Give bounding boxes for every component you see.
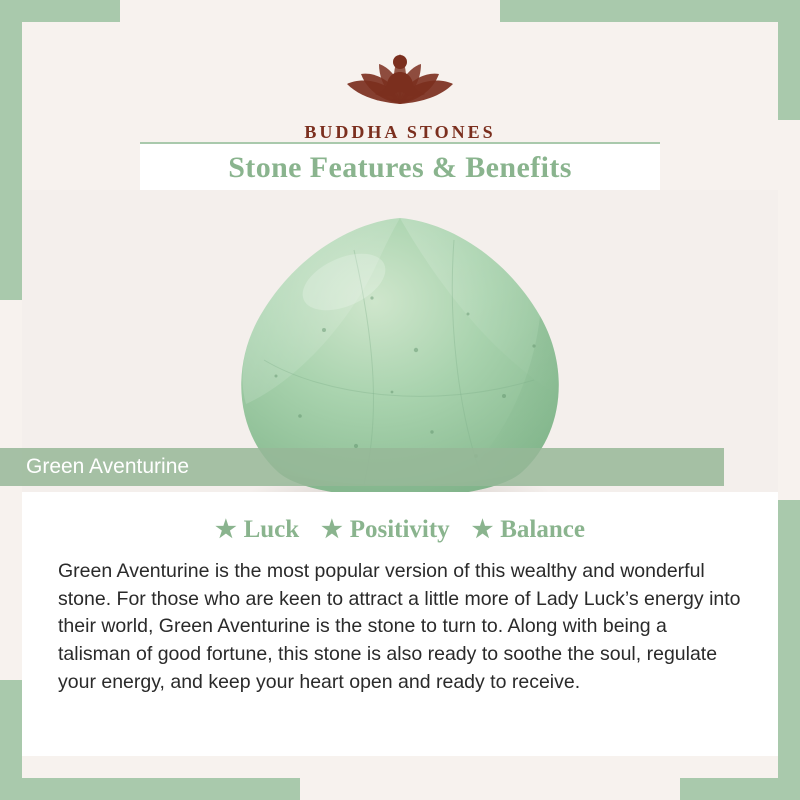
- stone-name-label-bar: [0, 448, 724, 486]
- keyword-item: [472, 516, 585, 544]
- star-icon: ★: [215, 517, 237, 543]
- corner-frame-bottom-right-horizontal: [680, 778, 800, 800]
- page-title: Stone Features & Benefits: [228, 151, 572, 184]
- corner-frame-bottom-right-vertical: [778, 500, 800, 800]
- corner-frame-bottom-left-horizontal: [0, 778, 300, 800]
- brand-logo-block: [0, 26, 800, 143]
- keyword-label: Luck: [243, 516, 300, 543]
- keyword-list: [22, 492, 778, 544]
- keyword-label: Balance: [500, 516, 585, 543]
- hero-image-area: [22, 190, 778, 492]
- star-icon: ★: [471, 517, 494, 543]
- keyword-item: [215, 516, 299, 544]
- keyword-label: Positivity: [349, 516, 450, 543]
- brand-name: BUDDHA STONES: [304, 122, 496, 142]
- section-title-banner: [140, 142, 660, 194]
- stone-name: Green Aventurine: [26, 455, 190, 478]
- content-panel: [22, 492, 778, 756]
- corner-frame-top-left-horizontal: [0, 0, 120, 22]
- lotus-meditation-figure-icon: [315, 26, 485, 118]
- keyword-item: [321, 516, 450, 544]
- stone-description: Green Aventurine is the most popular version of this wealthy and wonderful stone. For those who are keen to attract a little more of Lady Luck’s energy into their world, Green Aventurine is the stone to turn to. Along with being a talisman of good fortune, this stone is also ready to soothe the soul, regulate your energy, and keep your heart open and ready to receive.: [58, 560, 741, 693]
- star-icon: ★: [321, 517, 343, 543]
- corner-frame-top-right-horizontal: [500, 0, 800, 22]
